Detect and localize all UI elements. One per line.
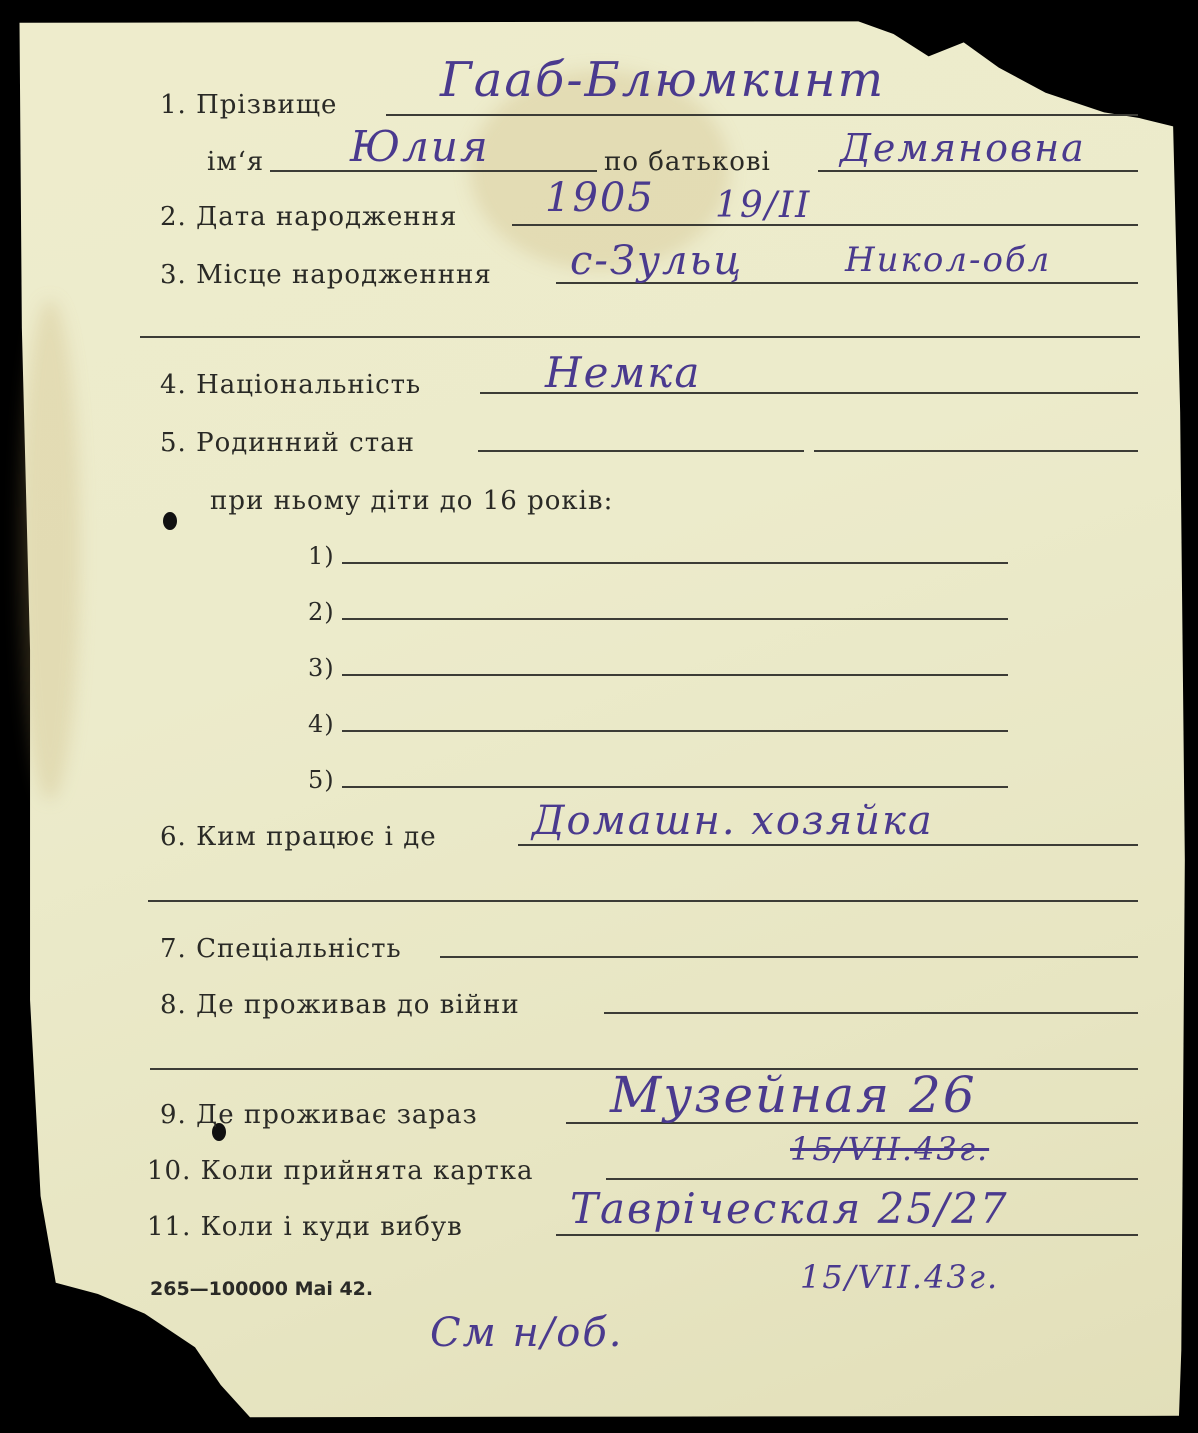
birth-date-line	[512, 224, 1138, 226]
nationality-handwriting: Немка	[545, 348, 702, 397]
nationality-label: 4. Національність	[160, 370, 422, 400]
punch-hole	[163, 512, 177, 530]
surname-handwriting: Гааб-Блюмкинт	[440, 52, 886, 108]
child-number: 5)	[308, 766, 335, 794]
departure-label: 11. Коли і куди вибув	[147, 1212, 463, 1242]
prewar-residence-label: 8. Де проживав до війни	[160, 990, 520, 1020]
card-accepted-label: 10. Коли прийнята картка	[147, 1156, 534, 1186]
child-number: 4)	[308, 710, 335, 738]
note-handwriting: См н/об.	[430, 1310, 624, 1356]
children-label: при ньому діти до 16 років:	[210, 486, 614, 516]
current-residence-handwriting: Музейная 26	[610, 1066, 977, 1124]
card-accepted-handwriting: 15/VII.43г.	[790, 1130, 990, 1168]
birth-region-handwriting: Никол-обл	[845, 240, 1052, 280]
work-line	[518, 844, 1138, 846]
prewar-residence-line	[604, 1012, 1138, 1014]
child-line	[342, 786, 1008, 788]
surname-line	[386, 114, 1138, 116]
child-line	[342, 674, 1008, 676]
family-status-label: 5. Родинний стан	[160, 428, 415, 458]
departure-address-handwriting: Тавріческая 25/27	[570, 1184, 1009, 1233]
birth-place-line-2	[140, 336, 1140, 338]
departure-line	[556, 1234, 1138, 1236]
specialty-label: 7. Спеціальність	[160, 934, 402, 964]
birth-date-label: 2. Дата народження	[160, 202, 458, 232]
birth-day-handwriting: 19/II	[715, 185, 812, 226]
print-code: 265—100000 Mai 42.	[150, 1278, 374, 1300]
work-handwriting: Домашн. хозяйка	[532, 798, 934, 844]
current-residence-label: 9. Де проживає зараз	[160, 1100, 478, 1130]
birth-village-handwriting: с-Зульц	[570, 238, 744, 284]
child-line	[342, 730, 1008, 732]
paper-stain	[20, 300, 80, 800]
card-accepted-line	[606, 1178, 1138, 1180]
specialty-line	[440, 956, 1138, 958]
family-status-line-2	[814, 450, 1138, 452]
departure-date-handwriting: 15/VII.43г.	[800, 1258, 1000, 1296]
family-status-line	[478, 450, 804, 452]
child-line	[342, 618, 1008, 620]
patronymic-label: по батькові	[604, 147, 771, 177]
child-number: 3)	[308, 654, 335, 682]
birth-year-handwriting: 1905	[545, 175, 655, 221]
name-label: ім‘я	[207, 147, 265, 177]
child-number: 1)	[308, 542, 335, 570]
work-line-2	[148, 900, 1138, 902]
child-line	[342, 562, 1008, 564]
child-number: 2)	[308, 598, 335, 626]
name-handwriting: Юлия	[350, 122, 490, 171]
work-label: 6. Ким працює і де	[160, 822, 437, 852]
patronymic-handwriting: Демяновна	[840, 126, 1086, 170]
patronymic-line	[818, 170, 1138, 172]
surname-label: 1. Прізвище	[160, 90, 338, 120]
birth-place-label: 3. Місце народженння	[160, 260, 492, 290]
